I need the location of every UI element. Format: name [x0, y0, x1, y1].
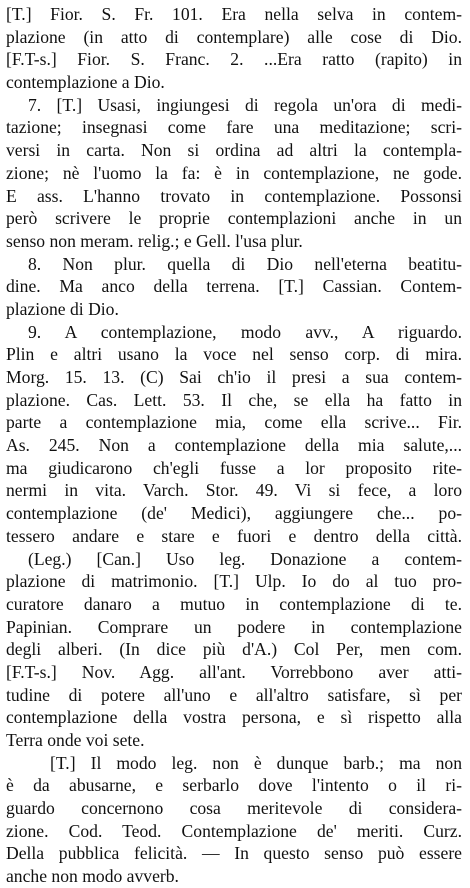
text-line: Della pubblica felicità. — In questo senso può essere — [6, 843, 462, 864]
text-line: degli alberi. (In dice più d'A.) Col Per, men com. — [6, 639, 462, 660]
text-line: contemplazione a Dio. — [6, 72, 165, 93]
text-line: tessero andare e stare e fuori e dentro della città. — [6, 525, 462, 546]
text-line: [F.T-s.] Fior. S. Franc. 2. ...Era ratto (rapito) in — [6, 49, 462, 70]
text-line: plazione di matrimonio. [T.] Ulp. Io do al tuo pro- — [6, 571, 462, 592]
text-line: [T.] Il modo leg. non è dunque barb.; ma non — [50, 752, 462, 773]
text-line: contemplazione (de' Medici), aggiungere che... po- — [6, 503, 462, 524]
text-line: plazione (in atto di contemplare) alle cose di Dio. — [6, 26, 462, 47]
text-line: [F.T-s.] Nov. Agg. all'ant. Vorrebbono aver atti- — [6, 661, 462, 682]
text-line: tudine di potere all'uno e all'altro satisfare, sì per — [6, 684, 462, 705]
text-line: zione. Cod. Teod. Contemplazione de' meriti. Curz. — [6, 820, 462, 841]
text-line: plazione di Dio. — [6, 298, 119, 319]
text-line: E ass. L'hanno trovato in contemplazione. Possonsi — [6, 185, 462, 206]
text-line: plazione. Cas. Lett. 53. Il che, se ella ha fatto in — [6, 389, 462, 410]
text-line: guardo concernono cosa meritevole di considera- — [6, 798, 462, 819]
text-line: però scrivere le proprie contemplazioni anche in un — [6, 208, 462, 229]
text-line: 9. A contemplazione, modo avv., A riguardo. — [28, 321, 462, 342]
text-line: As. 245. Non a contemplazione della mia salute,... — [6, 435, 462, 456]
text-line: è da abusarne, e serbarlo dove l'intento o il ri- — [6, 775, 462, 796]
text-line: contemplazione della vostra persona, e sì rispetto alla — [6, 707, 462, 728]
text-line: Plin e altri usano la voce nel senso corp. di mira. — [6, 344, 462, 365]
text-line: versi in carta. Non si ordina ad altri la contempla- — [6, 140, 462, 161]
text-line: curatore danaro a mutuo in contemplazione di te. — [6, 593, 462, 614]
text-line: Papinian. Comprare un podere in contemplazione — [6, 616, 462, 637]
text-line: dine. Ma anco della terrena. [T.] Cassian. Contem- — [6, 276, 462, 297]
text-line: 8. Non plur. quella di Dio nell'eterna beatitu- — [28, 253, 462, 274]
text-line: Morg. 15. 13. (C) Sai ch'io il presi a sua contem- — [6, 367, 462, 387]
text-line: nermi in vita. Varch. Stor. 49. Vi si fece, a loro — [6, 480, 462, 501]
text-line: senso non meram. relig.; e Gell. l'usa plur. — [6, 230, 303, 251]
text-line: 7. [T.] Usasi, ingiungesi di regola un'ora di medi- — [28, 94, 462, 115]
text-line: ma giudicarono ch'egli fusse a lor proposito rite- — [6, 457, 462, 478]
text-line: [T.] Fior. S. Fr. 101. Era nella selva in contem- — [6, 4, 462, 24]
text-line: tazione; insegnasi come fare una meditazione; scri- — [6, 117, 462, 138]
text-line: zione; nè l'uomo la fa: è in contemplazione, ne gode. — [6, 162, 462, 183]
text-line: anche non modo avverb. — [6, 866, 179, 887]
text-line: parte a contemplazione mia, come ella scrive... Fir. — [6, 412, 462, 433]
text-line: (Leg.) [Can.] Uso leg. Donazione a contem- — [28, 548, 462, 569]
text-line: Terra onde voi sete. — [6, 730, 145, 750]
